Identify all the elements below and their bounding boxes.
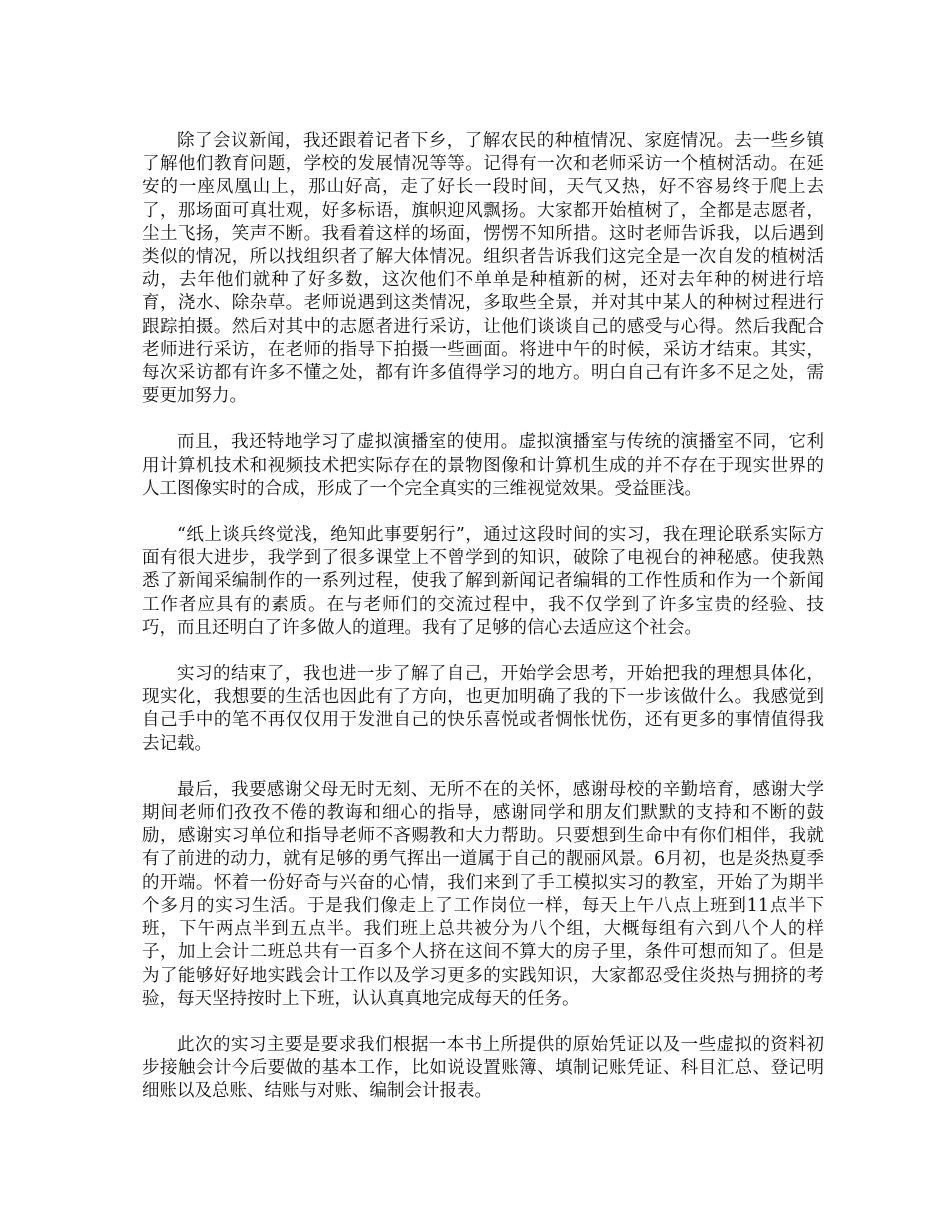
paragraph-virtual-studio: 而且，我还特地学习了虚拟演播室的使用。虚拟演播室与传统的演播室不同，它利用计算机技术和视频技术把实际存在的景物图像和计算机生成的并不存在于现实世界的人工图像实时的合成，形成了一个完全真实的三维视觉效果。受益匪浅。	[142, 432, 824, 499]
document-body	[142, 130, 824, 1104]
paragraph-accounting-practice: 此次的实习主要是要求我们根据一本书上所提供的原始凭证以及一些虚拟的资料初步接触会计今后要做的基本工作，比如说设置账簿、填制记账凭证、科目汇总、登记明细账以及总账、结账与对账、编制会计报表。	[142, 1034, 824, 1102]
paragraph-news-interviews: 除了会议新闻，我还跟着记者下乡，了解农民的种植情况、家庭情况。去一些乡镇了解他们教育问题，学校的发展情况等等。记得有一次和老师采访一个植树活动。在延安的一座凤凰山上，那山好高，走了好长一段时间，天气又热，好不容易终于爬上去了，那场面可真壮观，好多标语，旗帜迎风飘扬。大家都开始植树了，全都是志愿者，尘土飞扬，笑声不断。我看着这样的场面，愣愣不知所措。这时老师告诉我，以后遇到类似的情况，所以找组织者了解大体情况。组织者告诉我们这完全是一次自发的植树活动，去年他们就种了好多数，这次他们不单单是种植新的树，还对去年种的树进行培育，浇水、除杂草。老师说遇到这类情况，多取些全景，并对其中某人的种树过程进行跟踪拍摄。然后对其中的志愿者进行采访，让他们谈谈自己的感受与心得。然后我配合老师进行采访，在老师的指导下拍摄一些画面。将进中午的时候，采访才结束。其实，每次采访都有许多不懂之处，都有许多值得学习的地方。明白自己有许多不足之处，需要更加努力。	[142, 131, 824, 407]
paragraph-acknowledgements: 最后，我要感谢父母无时无刻、无所不在的关怀，感谢母校的辛勤培育，感谢大学期间老师们孜孜不倦的教诲和细心的指导，感谢同学和朋友们默默的支持和不断的鼓励，感谢实习单位和指导老师不吝赐教和大力帮助。只要想到生命中有你们相伴，我就有了前进的动力，就有足够的勇气挥出一道属于自己的靓丽风景。6月初，也是炎热夏季的开端。怀着一份好奇与兴奋的心情，我们来到了手工模拟实习的教室，开始了为期半个多月的实习生活。于是我们像走上了工作岗位一样，每天上午八点上班到11点半下班，下午两点半到五点半。我们班上总共被分为八个组，大概每组有六到八个人的样子，加上会计二班总共有一百多个人挤在这间不算大的房子里，条件可想而知了。但是为了能够好好地实践会计工作以及学习更多的实践知识，大家都忍受住炎热与拥挤的考验，每天坚持按时上下班，认认真真地完成每天的任务。	[142, 779, 824, 1009]
paragraph-practice-reflection: “纸上谈兵终觉浅，绝知此事要躬行”，通过这段时间的实习，我在理论联系实际方面有很大进步，我学到了很多课堂上不曾学到的知识，破除了电视台的神秘感。使我熟悉了新闻采编制作的一系列过程，使我了解到新闻记者编辑的工作性质和作为一个新闻工作者应具有的素质。在与老师们的交流过程中，我不仅学到了许多宝贵的经验、技巧，而且还明白了许多做人的道理。我有了足够的信心去适应这个社会。	[142, 525, 824, 638]
paragraph-self-understanding: 实习的结束了，我也进一步了解了自己，开始学会思考，开始把我的理想具体化，现实化，我想要的生活也因此有了方向，也更加明确了我的下一步该做什么。我感觉到自己手中的笔不再仅仅用于发泄自己的快乐喜悦或者惆怅忧伤，还有更多的事情值得我去记载。	[142, 664, 824, 754]
